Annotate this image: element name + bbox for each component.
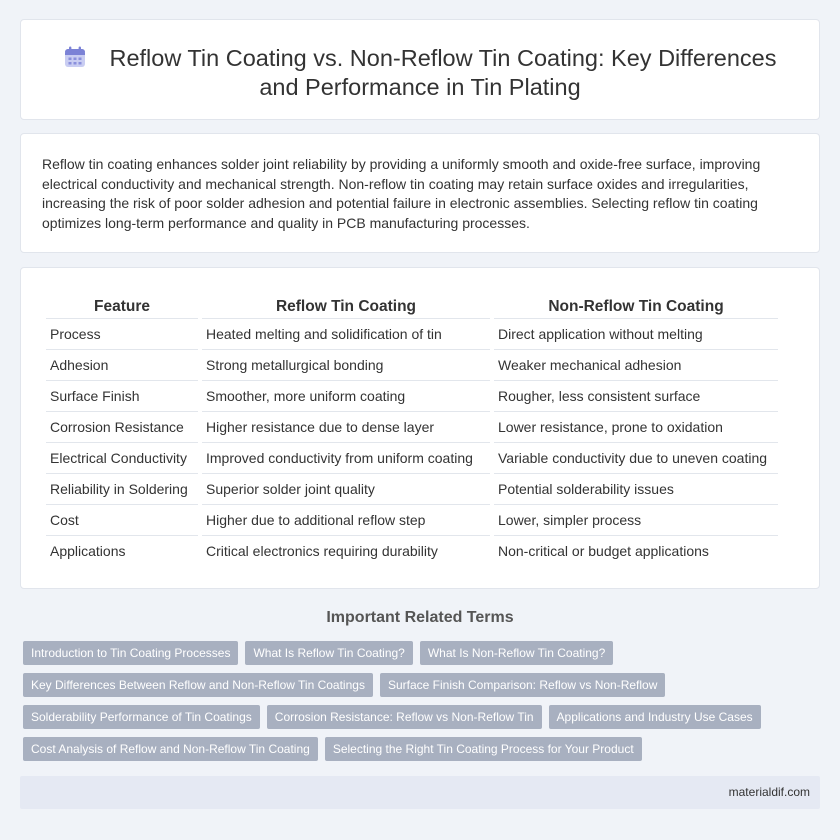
site-name: materialdif.com bbox=[728, 785, 810, 799]
table-header-row bbox=[46, 295, 778, 318]
row-reflow: Heated melting and solidification of tin bbox=[202, 318, 490, 349]
row-reflow: Higher resistance due to dense layer bbox=[202, 411, 490, 442]
related-terms-title: Important Related Terms bbox=[326, 609, 514, 626]
row-non-reflow: Non-critical or budget applications bbox=[494, 535, 778, 566]
related-term-link[interactable]: Introduction to Tin Coating Processes bbox=[23, 641, 238, 665]
table-row bbox=[46, 349, 778, 380]
related-term-link[interactable]: Applications and Industry Use Cases bbox=[549, 705, 761, 729]
related-term-link[interactable]: What Is Reflow Tin Coating? bbox=[245, 641, 412, 665]
row-feature: Cost bbox=[46, 504, 198, 535]
row-reflow: Higher due to additional reflow step bbox=[202, 504, 490, 535]
row-feature: Corrosion Resistance bbox=[46, 411, 198, 442]
table-row bbox=[46, 442, 778, 473]
related-term-link[interactable]: Selecting the Right Tin Coating Process for Your Product bbox=[325, 737, 642, 761]
tag-row bbox=[23, 641, 823, 665]
row-reflow: Critical electronics requiring durability bbox=[202, 535, 490, 566]
tag-row bbox=[23, 737, 823, 761]
row-feature: Electrical Conductivity bbox=[46, 442, 198, 473]
calendar-icon bbox=[63, 45, 87, 69]
row-non-reflow: Weaker mechanical adhesion bbox=[494, 349, 778, 380]
header-reflow: Reflow Tin Coating bbox=[275, 297, 417, 315]
page-title-text: Reflow Tin Coating vs. Non-Reflow Tin Coating: Key Differences and Performance in Tin Plating bbox=[109, 45, 777, 100]
table-row bbox=[46, 318, 778, 349]
related-term-link[interactable]: Solderability Performance of Tin Coatings bbox=[23, 705, 260, 729]
related-term-link[interactable]: Key Differences Between Reflow and Non-Reflow Tin Coatings bbox=[23, 673, 373, 697]
comparison-table bbox=[42, 295, 782, 566]
related-term-link[interactable]: Surface Finish Comparison: Reflow vs Non-Reflow bbox=[380, 673, 665, 697]
intro-paragraph: Reflow tin coating enhances solder joint reliability by providing a uniformly smooth and oxide-free surface, improving electrical conductivity and mechanical strength. Non-reflow tin coating may retain surface oxides and irregularities, increasing the risk of poor solder adhesion and potential failure in electronic assemblies. Selecting reflow tin coating optimizes long-term performance and quality in PCB manufacturing processes. bbox=[42, 156, 761, 231]
table-row bbox=[46, 504, 778, 535]
row-feature: Reliability in Soldering bbox=[46, 473, 198, 504]
related-term-link[interactable]: Corrosion Resistance: Reflow vs Non-Reflow Tin bbox=[267, 705, 542, 729]
table-row bbox=[46, 380, 778, 411]
header-non-reflow: Non-Reflow Tin Coating bbox=[548, 297, 724, 315]
comparison-card bbox=[20, 267, 820, 589]
related-term-link[interactable]: What Is Non-Reflow Tin Coating? bbox=[420, 641, 613, 665]
row-feature: Adhesion bbox=[46, 349, 198, 380]
row-non-reflow: Lower resistance, prone to oxidation bbox=[494, 411, 778, 442]
row-non-reflow: Potential solderability issues bbox=[494, 473, 778, 504]
page-title bbox=[61, 44, 779, 102]
title-wrap bbox=[61, 44, 779, 102]
table-row bbox=[46, 535, 778, 566]
table-row bbox=[46, 411, 778, 442]
row-reflow: Improved conductivity from uniform coating bbox=[202, 442, 490, 473]
related-terms-list bbox=[23, 641, 823, 769]
header-card bbox=[20, 19, 820, 120]
header-feature: Feature bbox=[94, 297, 150, 315]
row-feature: Process bbox=[46, 318, 198, 349]
row-reflow: Strong metallurgical bonding bbox=[202, 349, 490, 380]
row-non-reflow: Rougher, less consistent surface bbox=[494, 380, 778, 411]
row-feature: Surface Finish bbox=[46, 380, 198, 411]
tag-row bbox=[23, 705, 823, 729]
tag-row bbox=[23, 673, 823, 697]
row-non-reflow: Variable conductivity due to uneven coating bbox=[494, 442, 778, 473]
row-reflow: Smoother, more uniform coating bbox=[202, 380, 490, 411]
related-term-link[interactable]: Cost Analysis of Reflow and Non-Reflow Tin Coating bbox=[23, 737, 318, 761]
row-non-reflow: Direct application without melting bbox=[494, 318, 778, 349]
intro-card bbox=[20, 133, 820, 253]
row-reflow: Superior solder joint quality bbox=[202, 473, 490, 504]
table-row bbox=[46, 473, 778, 504]
row-feature: Applications bbox=[46, 535, 198, 566]
row-non-reflow: Lower, simpler process bbox=[494, 504, 778, 535]
footer bbox=[20, 776, 820, 809]
